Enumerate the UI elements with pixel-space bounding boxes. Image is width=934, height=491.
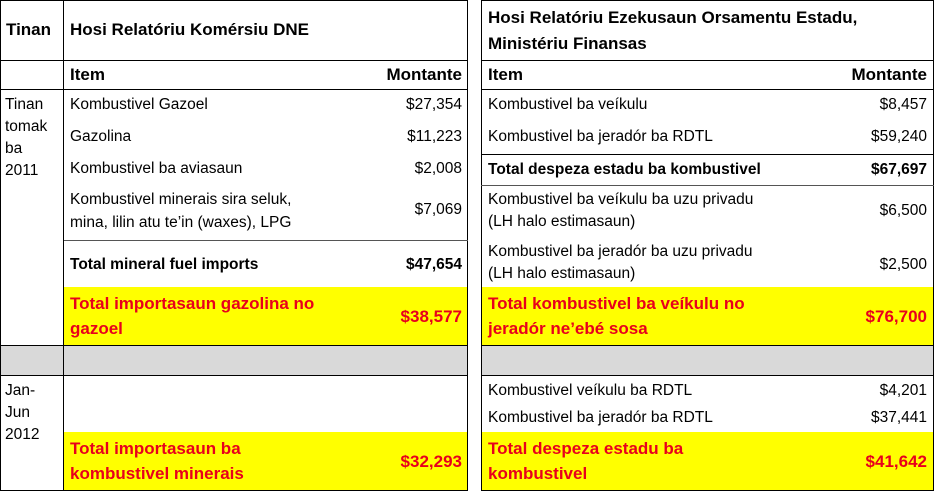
dne-source-title: Hosi Relatóriu Komérsiu DNE [70,20,309,39]
grid-line [481,345,934,346]
dne-highlight-amount: $38,577 [400,307,462,326]
grid-line [481,154,934,155]
dne-row-item: Gazolina [70,128,132,145]
year-2011-label: tomak [5,118,48,135]
mof-row-amount: $8,457 [879,96,927,113]
separator-band [0,345,468,375]
dne-2012-highlight-amount: $32,293 [400,452,462,471]
dne-total-amount: $47,654 [405,256,462,273]
grid-line [0,375,468,376]
grid-line [481,60,934,61]
mof-private-item: Kombustivel ba jeradór ba uzu privadu [488,243,753,260]
mof-private-item: Kombustivel ba veíkulu ba uzu privadu [488,191,754,208]
mof-highlight-amount: $76,700 [865,307,927,326]
mof-private-item: (LH halo estimasaun) [488,265,636,282]
year-2011-label: Tinan [5,96,44,113]
grid-line [481,185,934,186]
dne-highlight-item: gazoel [70,319,123,338]
dne-row-amount: $27,354 [405,96,462,113]
grid-line [481,0,482,491]
mof-2012-highlight-amount: $41,642 [865,452,927,471]
grid-line [481,0,934,1]
dne-row-amount: $2,008 [414,160,462,177]
year-2011-label: ba [5,140,23,157]
year-2011-label: 2011 [5,162,39,179]
mof-private-amount: $6,500 [879,202,927,219]
grid-line [481,375,934,376]
grid-line [64,240,468,241]
mof-2012-row-amount: $37,441 [870,409,927,426]
dne-2012-highlight-item: kombustivel minerais [70,464,244,483]
dne-row-item: Kombustivel ba aviasaun [70,160,243,177]
dne-row-amount: $7,069 [414,201,462,218]
grid-line [63,0,64,491]
mof-amount-column-header: Montante [851,65,927,84]
mof-source-title-line1: Hosi Relatóriu Ezekusaun Orsamentu Estadu, [488,8,858,27]
dne-row-item: Kombustivel Gazoel [70,96,208,113]
dne-highlight-item: Total importasaun gazolina no [70,294,315,313]
separator-band [481,345,934,375]
mof-2012-row-amount: $4,201 [879,382,927,399]
grid-line [0,0,1,491]
mof-private-item: (LH halo estimasaun) [488,213,636,230]
mof-row-item: Kombustivel ba veíkulu [488,96,648,113]
mof-2012-row-item: Kombustivel ba jeradór ba RDTL [488,409,713,426]
grid-line [481,89,934,90]
dne-row-item: mina, lilin atu te’in (waxes), LPG [70,214,292,231]
dne-row-amount: $11,223 [407,128,462,145]
mof-private-amount: $2,500 [879,256,927,273]
grid-line [0,60,468,61]
mof-source-title-line2: Ministériu Finansas [488,34,647,53]
year-2012-label: 2012 [5,426,40,443]
mof-highlight-item: Total kombustivel ba veíkulu no [488,294,745,313]
mof-highlight-item: jeradór ne’ebé sosa [488,319,648,338]
dne-row-item: Kombustivel minerais sira seluk, [70,191,292,208]
dne-total-item: Total mineral fuel imports [70,256,259,273]
mof-item-column-header: Item [488,65,523,84]
dne-item-column-header: Item [70,65,105,84]
grid-line [467,0,468,491]
mof-total-item: Total despeza estadu ba kombustivel [488,161,761,178]
grid-line [0,89,468,90]
mof-row-amount: $59,240 [870,128,927,145]
mof-row-item: Kombustivel ba jeradór ba RDTL [488,128,713,145]
dne-2012-highlight-item: Total importasaun ba [70,439,241,458]
year-2012-label: Jun [5,404,30,421]
year-2012-label: Jan- [5,382,36,399]
grid-line [0,0,468,1]
mof-2012-highlight-item: Total despeza estadu ba [488,439,684,458]
year-column-header: Tinan [6,20,52,39]
dne-amount-column-header: Montante [386,65,462,84]
mof-total-amount: $67,697 [870,161,927,178]
mof-2012-highlight-item: kombustivel [488,464,588,483]
mof-2012-row-item: Kombustivel veíkulu ba RDTL [488,382,693,399]
grid-line [0,345,468,346]
